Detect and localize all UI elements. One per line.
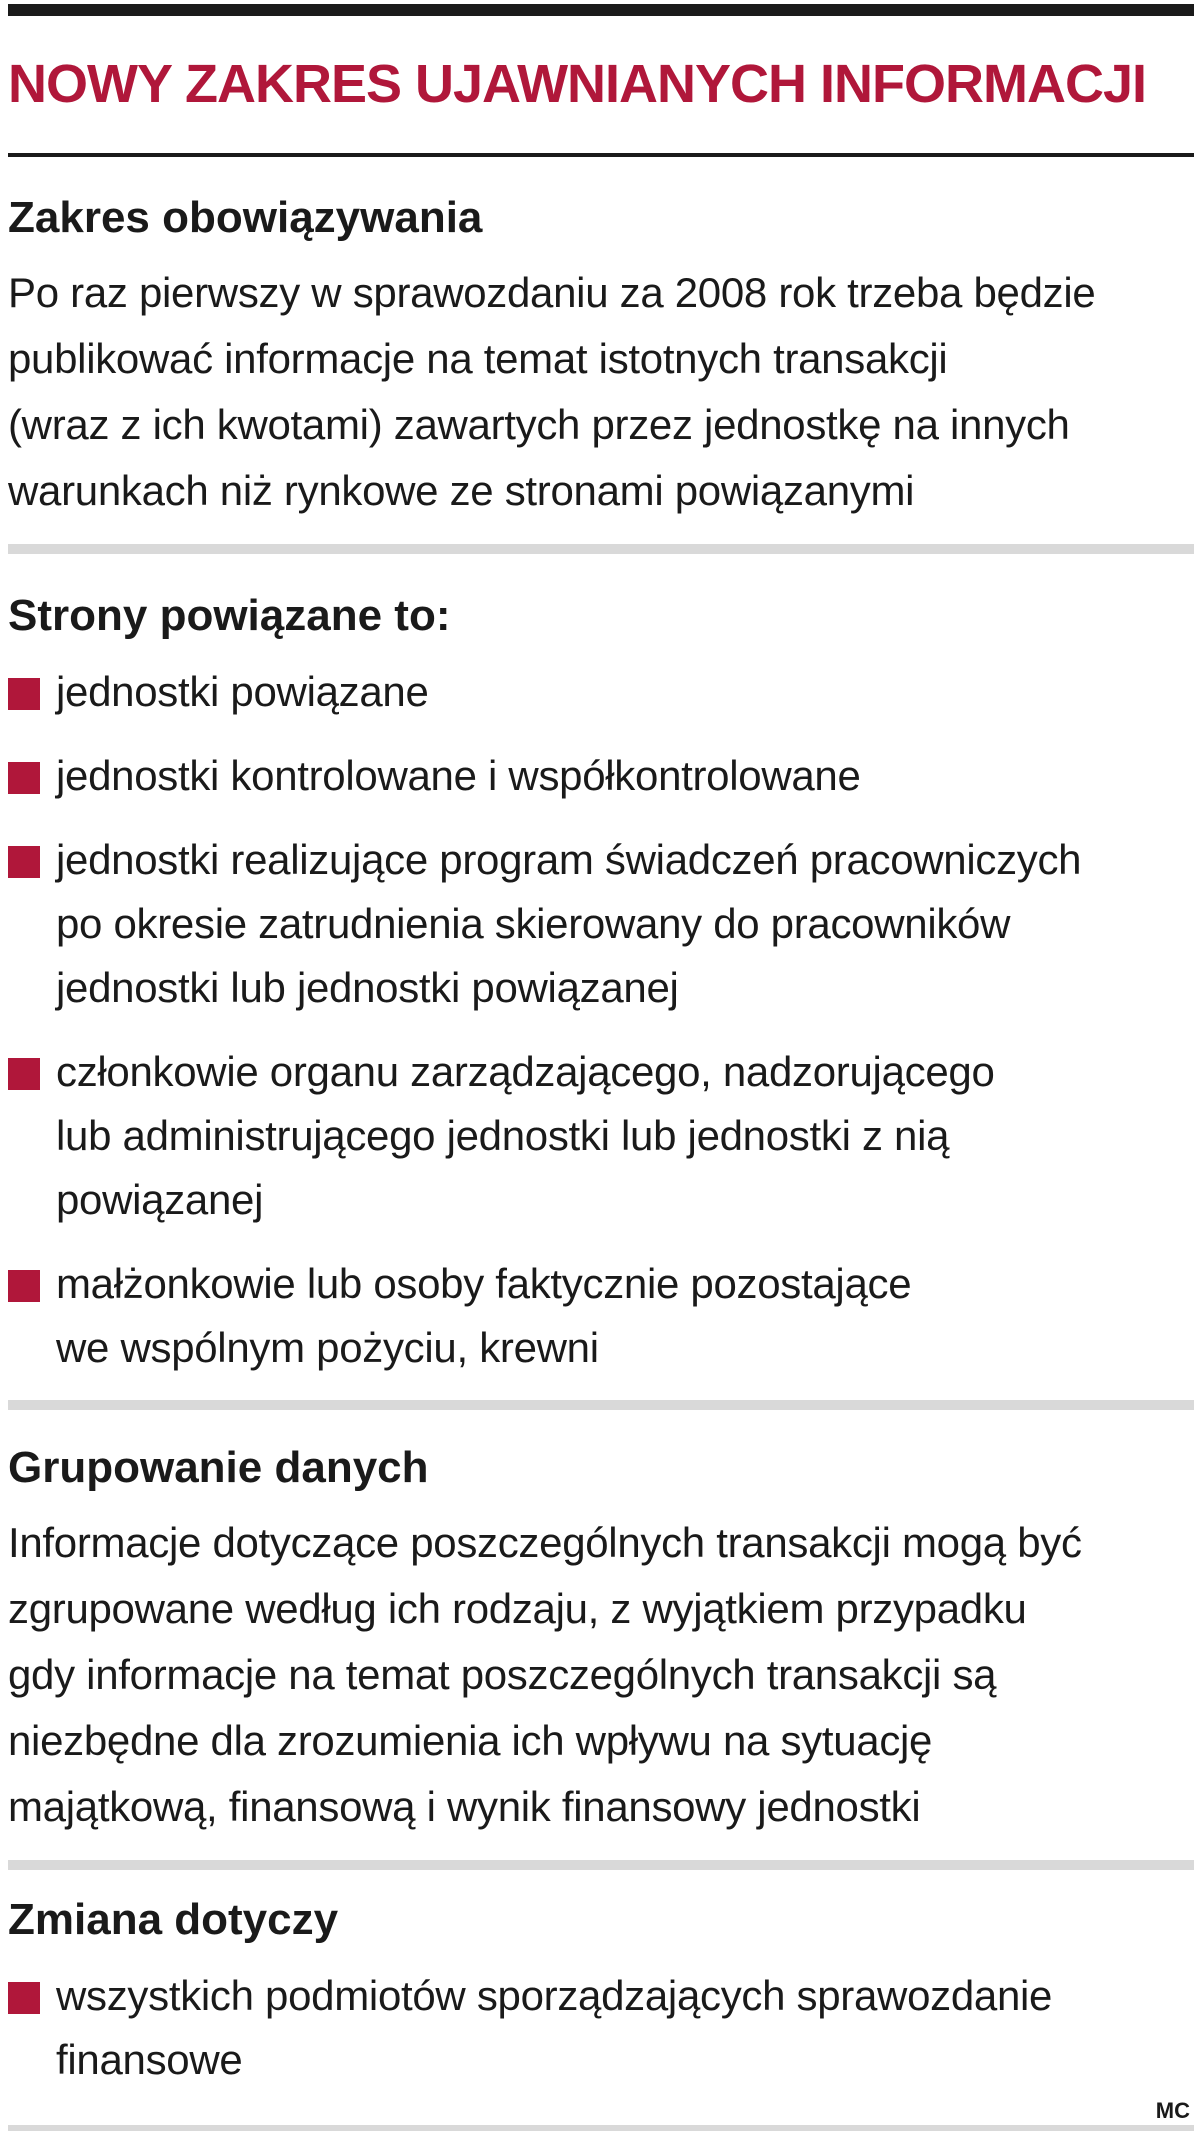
paragraph-line: Informacje dotyczące poszczególnych transakcji mogą być xyxy=(8,1519,1082,1566)
paragraph-line: niezbędne dla zrozumienia ich wpływu na sytuację xyxy=(8,1717,933,1764)
paragraph-line: Po raz pierwszy w sprawozdaniu za 2008 rok trzeba będzie xyxy=(8,269,1096,316)
paragraph-line: (wraz z ich kwotami) zawartych przez jednostkę na innych xyxy=(8,401,1070,448)
title-rule xyxy=(8,153,1194,157)
section-divider xyxy=(8,1400,1194,1410)
author-credit: MC xyxy=(1155,2098,1190,2123)
paragraph-line: majątkową, finansową i wynik finansowy jednostki xyxy=(8,1783,921,1830)
list-item-line: członkowie organu zarządzającego, nadzorującego xyxy=(56,1048,995,1095)
section-data-grouping xyxy=(8,1438,1194,1840)
change-applies-list xyxy=(8,1964,1194,2092)
section-paragraph xyxy=(8,1510,1194,1840)
list-item-line: małżonkowie lub osoby faktycznie pozostające xyxy=(56,1260,912,1307)
list-item-line: po okresie zatrudnienia skierowany do pracowników xyxy=(56,900,1011,947)
section-scope xyxy=(8,188,1194,524)
list-item-line: lub administrującego jednostki lub jednostki z nią xyxy=(56,1112,950,1159)
section-heading: Zmiana dotyczy xyxy=(8,1895,339,1944)
square-bullet-icon xyxy=(8,1270,40,1302)
list-item-line: jednostki realizujące program świadczeń pracowniczych xyxy=(56,836,1082,883)
section-heading: Grupowanie danych xyxy=(8,1443,429,1492)
section-change-applies xyxy=(8,1890,1194,2112)
square-bullet-icon xyxy=(8,678,40,710)
section-related-parties xyxy=(8,586,1194,1400)
list-item xyxy=(8,660,1194,724)
section-divider xyxy=(8,544,1194,554)
list-item-line: jednostki lub jednostki powiązanej xyxy=(56,964,679,1011)
list-item-line: powiązanej xyxy=(56,1176,264,1223)
section-heading: Zakres obowiązywania xyxy=(8,193,483,242)
paragraph-line: gdy informacje na temat poszczególnych transakcji są xyxy=(8,1651,997,1698)
square-bullet-icon xyxy=(8,846,40,878)
paragraph-line: zgrupowane według ich rodzaju, z wyjątkiem przypadku xyxy=(8,1585,1027,1632)
paragraph-line: publikować informacje na temat istotnych transakcji xyxy=(8,335,948,382)
square-bullet-icon xyxy=(8,762,40,794)
list-item xyxy=(8,1040,1194,1232)
square-bullet-icon xyxy=(8,1982,40,2014)
infographic xyxy=(8,0,1194,2135)
section-heading: Strony powiązane to: xyxy=(8,591,451,640)
list-item-line: jednostki kontrolowane i współkontrolowane xyxy=(56,752,861,799)
section-divider xyxy=(8,1860,1194,1870)
list-item xyxy=(8,828,1194,1020)
list-item xyxy=(8,744,1194,808)
section-paragraph xyxy=(8,260,1194,524)
list-item-line: jednostki powiązane xyxy=(56,668,429,715)
top-rule xyxy=(8,4,1194,16)
paragraph-line: warunkach niż rynkowe ze stronami powiązanymi xyxy=(8,467,915,514)
bottom-rule xyxy=(8,2125,1194,2131)
list-item-line: wszystkich podmiotów sporządzających sprawozdanie xyxy=(56,1972,1053,2019)
list-item-line: we wspólnym pożyciu, krewni xyxy=(56,1324,599,1371)
page-title: NOWY ZAKRES UJAWNIANYCH INFORMACJI xyxy=(8,54,1147,114)
list-item xyxy=(8,1964,1194,2092)
list-item xyxy=(8,1252,1194,1380)
square-bullet-icon xyxy=(8,1058,40,1090)
list-item-line: finansowe xyxy=(56,2036,243,2083)
related-parties-list xyxy=(8,660,1194,1380)
